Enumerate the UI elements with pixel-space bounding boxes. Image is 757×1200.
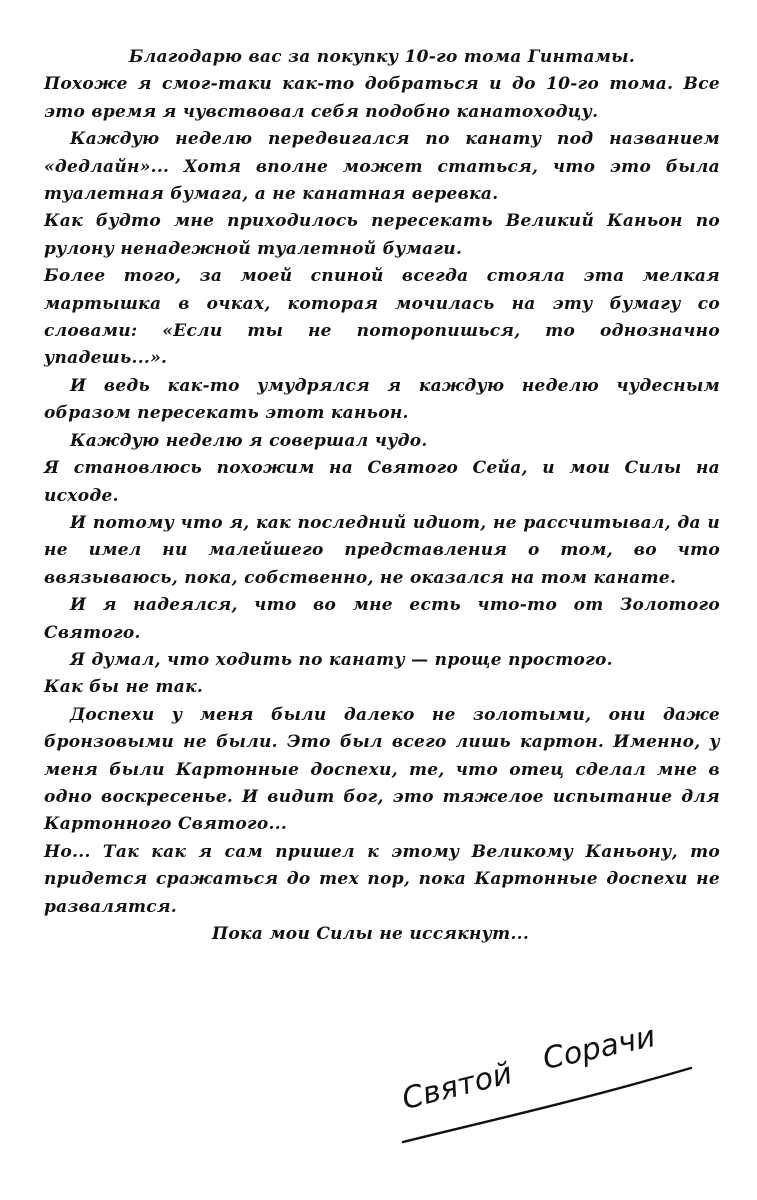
letter-paragraph-idiot: И потому что я, как последний идиот, не рассчитывал, да и не имел ни малейшего представления о том, во что ввязываюсь, пока, собственно, не оказался на том канате. [44, 512, 720, 588]
letter-paragraph-easy: Я думал, что ходить по канату — проще простого. [70, 649, 613, 670]
letter-paragraph-volume: Похоже я смог-таки как-то добраться и до 10-го тома. Все это время я чувствовал себя подобно канатоходцу. [44, 74, 720, 122]
afterword-letter [44, 44, 720, 948]
author-signature [395, 1020, 695, 1150]
letter-paragraph-thanks: Благодарю вас за покупку 10-го тома Гинтамы. [128, 47, 636, 67]
letter-paragraph-monkey: Более того, за моей спиной всегда стояла эта мелкая мартышка в очках, которая мочилась на эту бумагу со словами: «Если ты не поторопишься, то однозначно упадешь...». [44, 266, 720, 369]
signature-word-1: Святой [398, 1055, 516, 1117]
letter-paragraph-canyon: Как будто мне приходилось пересекать Великий Каньон по рулону ненадежной туалетной бумаги. [44, 211, 720, 259]
letter-paragraph-armor: Доспехи у меня были далеко не золотыми, они даже бронзовыми не были. Это был всего лишь картон. Именно, у меня были Картонные доспехи, те, что отец сделал мне в одно воскресенье. И видит бог, это тяжелое испытание для Картонного Святого... [44, 704, 720, 835]
letter-paragraph-not-so: Как бы не так. [44, 677, 204, 698]
letter-paragraph-gold-saint: И я надеялся, что во мне есть что-то от Золотого Святого. [44, 595, 720, 643]
letter-paragraph-miracle: Каждую неделю я совершал чудо. [70, 430, 428, 451]
letter-paragraph-seiya: Я становлюсь похожим на Святого Сейа, и мои Силы на исходе. [44, 458, 720, 506]
letter-paragraph-deadline: Каждую неделю передвигался по канату под названием «дедлайн»... Хотя вполне может статься, что это была туалетная бумага, а не канатная веревка. [44, 129, 720, 205]
signature-word-2: Сорачи [539, 1019, 659, 1077]
letter-paragraph-closing: Пока мои Силы не иссякнут... [212, 924, 530, 944]
letter-paragraph-miracle-crossing: И ведь как-то умудрялся я каждую неделю чудесным образом пересекать этот каньон. [44, 375, 720, 424]
letter-paragraph-fight: Но... Так как я сам пришел к этому Великому Каньону, то придется сражаться до тех пор, пока Картонные доспехи не развалятся. [44, 841, 720, 917]
